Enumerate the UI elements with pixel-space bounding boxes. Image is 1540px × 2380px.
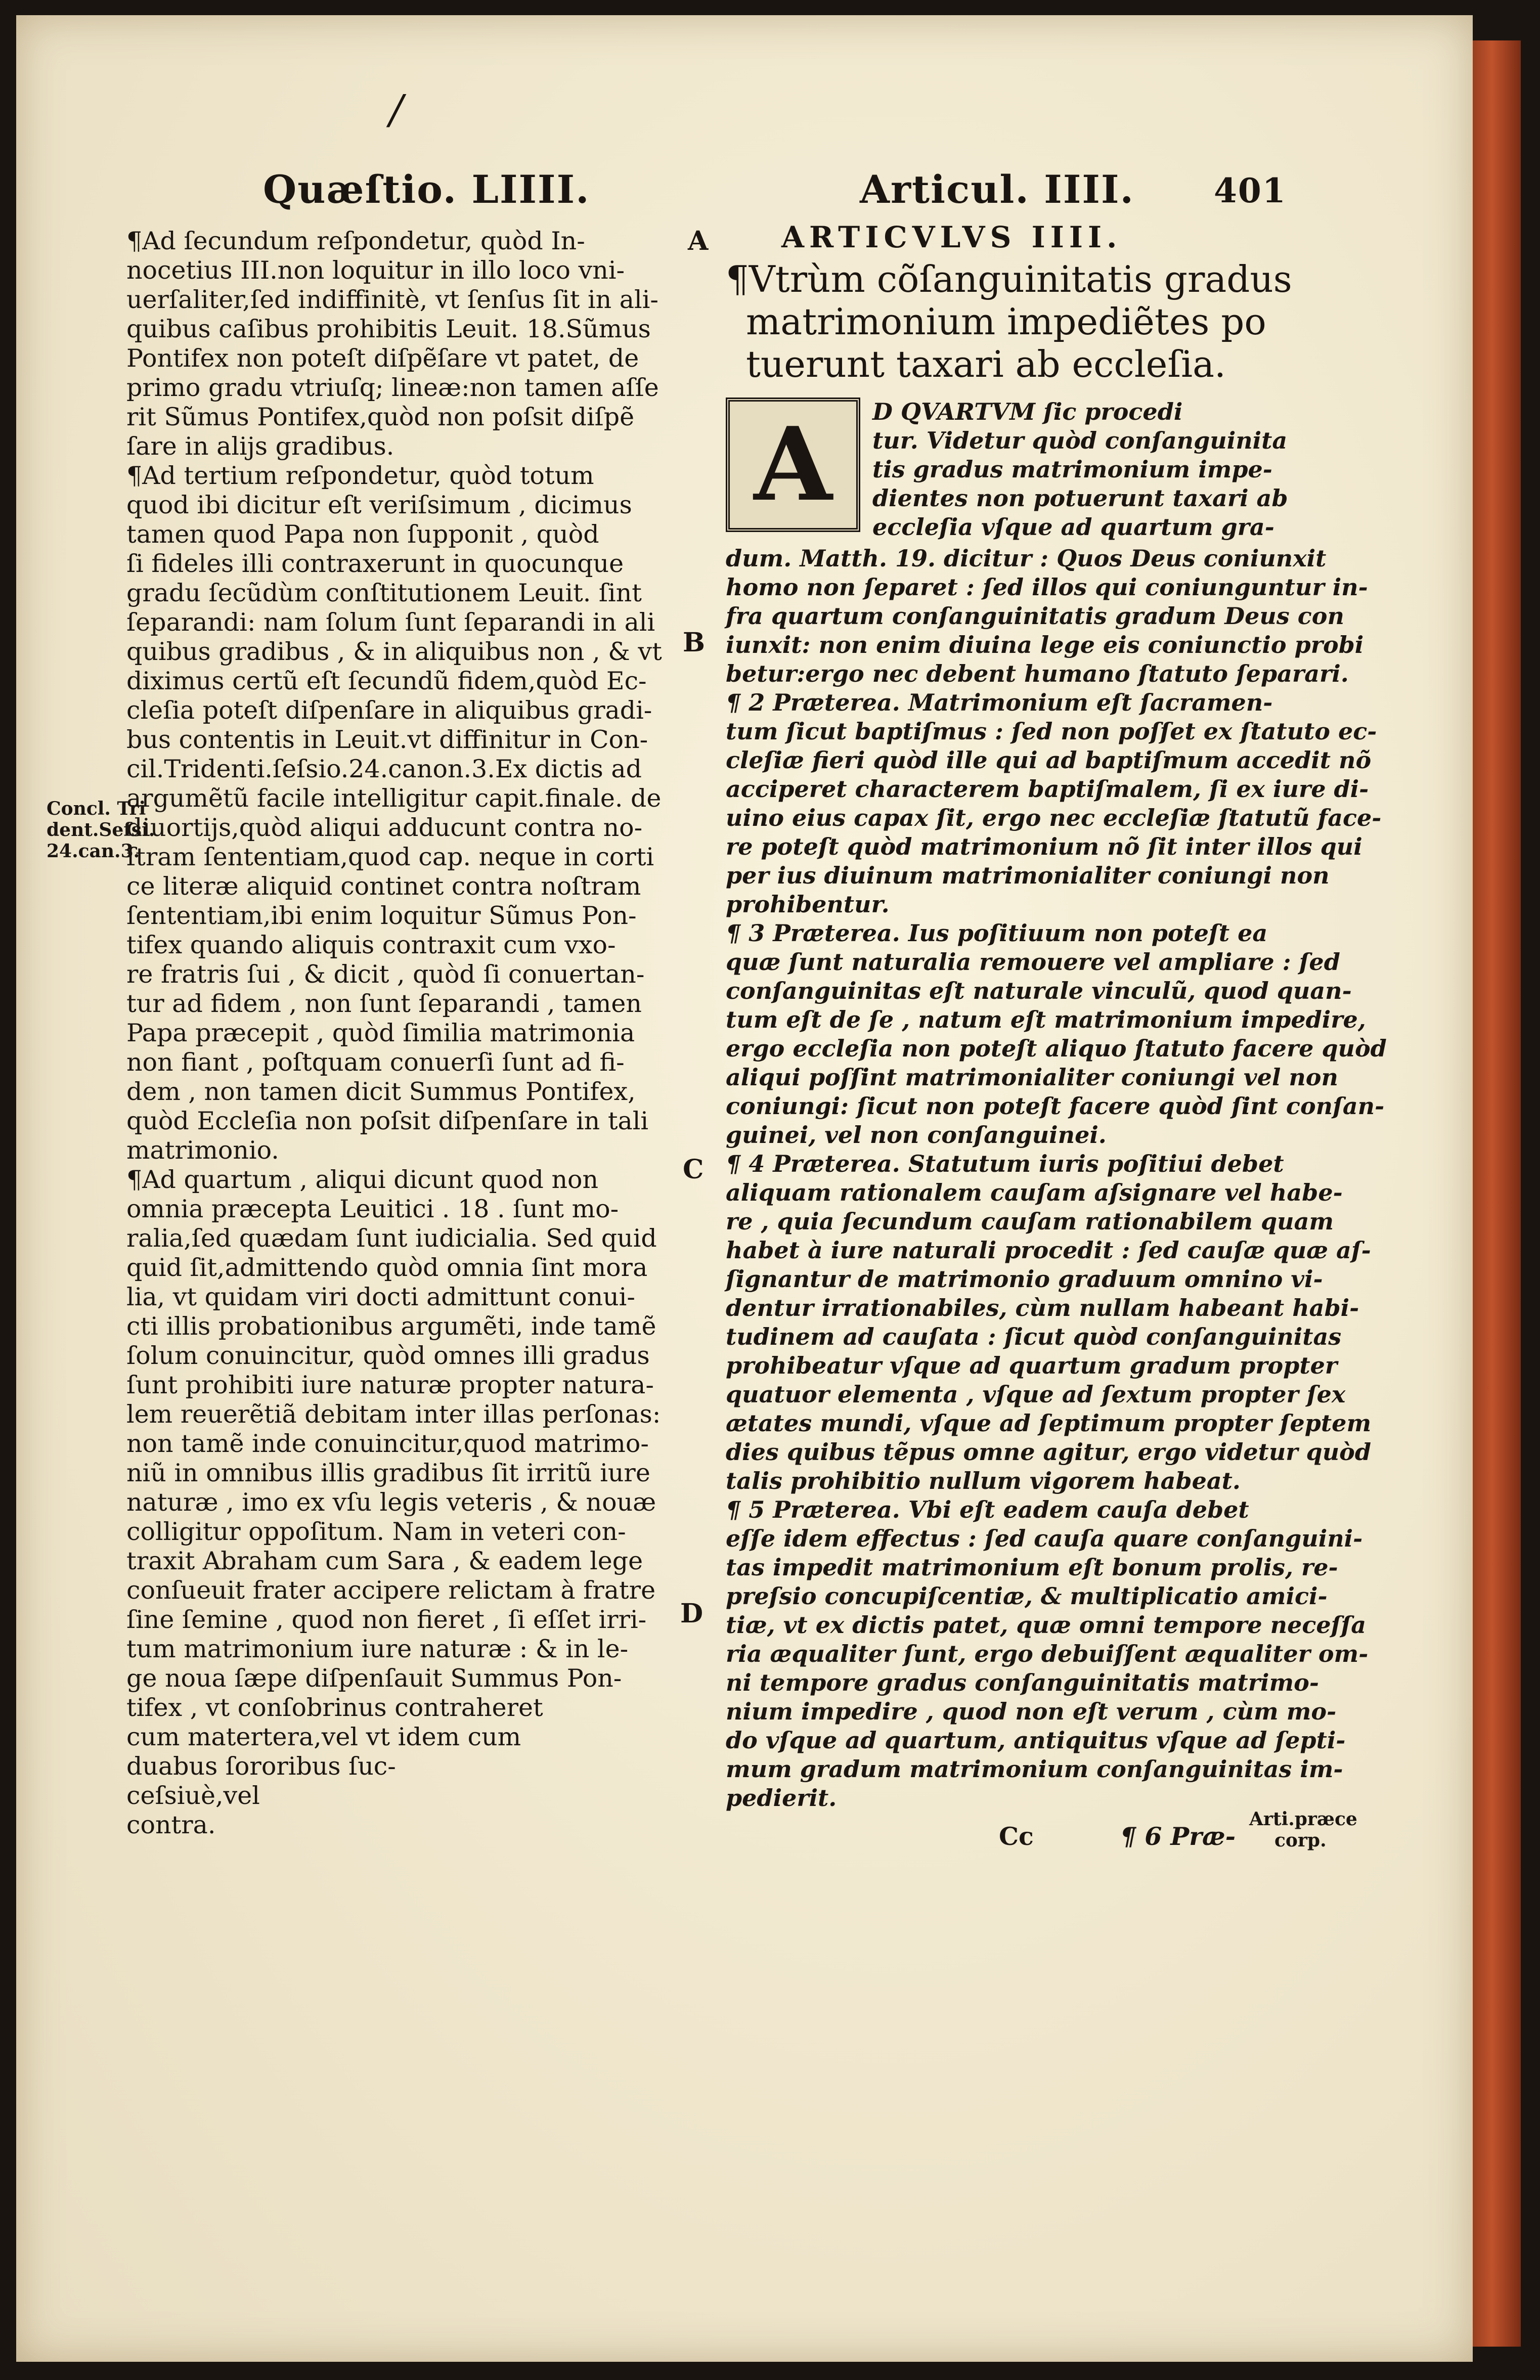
text-line: cleſia poteſt diſpenſare in aliquibus gradi- bbox=[126, 696, 652, 725]
page-number: 401 bbox=[1214, 171, 1287, 210]
text-line: Papa præcepit , quòd ſimilia matrimonia bbox=[126, 1019, 635, 1047]
text-line: aliqui poſſint matrimonialiter coniungi vel non bbox=[726, 1064, 1338, 1091]
text-line: homo non ſeparet : ſed illos qui coniunguntur in- bbox=[726, 574, 1368, 601]
text-line: ætates mundi, vſque ad ſeptimum propter ſeptem bbox=[726, 1409, 1372, 1437]
text-line: quibus caſibus prohibitis Leuit. 18.Sũmus bbox=[126, 315, 651, 343]
text-line: omnia præcepta Leuitici . 18 . ſunt mo- bbox=[126, 1195, 619, 1223]
text-line: ſare in alijs gradibus. bbox=[126, 432, 394, 461]
marker-d: D bbox=[680, 1598, 703, 1629]
text-line: cum matertera,vel vt idem cum bbox=[126, 1723, 521, 1751]
text-line: aliquam rationalem cauſam aſsignare vel habe- bbox=[726, 1179, 1343, 1206]
text-line: ſolum conuincitur, quòd omnes illi gradus bbox=[126, 1341, 650, 1370]
article-title bbox=[726, 258, 1292, 385]
text-line: tifex , vt conſobrinus contraheret bbox=[126, 1693, 543, 1722]
text-line: dies quibus tẽpus omne agitur, ergo videtur quòd bbox=[726, 1438, 1371, 1466]
text-line: diuortijs,quòd aliqui adducunt contra no- bbox=[126, 813, 643, 842]
text-line: fra quartum conſanguinitatis gradum Deus con bbox=[726, 602, 1344, 630]
text-line: traxit Abraham cum Sara , & eadem lege bbox=[126, 1547, 643, 1575]
text-line: do vſque ad quartum, antiquitus vſque ad ſepti- bbox=[726, 1727, 1346, 1754]
text-line: contra. bbox=[126, 1811, 216, 1839]
text-line: habet à iure naturali procedit : ſed cauſæ quæ aſ- bbox=[726, 1237, 1371, 1264]
text-line: nocetius III.non loquitur in illo loco vni- bbox=[126, 256, 625, 285]
text-line: tifex quando aliquis contraxit cum vxo- bbox=[126, 931, 616, 959]
margin-note-line: 24.can.3. bbox=[47, 841, 140, 862]
text-line: ſunt prohibiti iure naturæ propter natura- bbox=[126, 1371, 654, 1399]
text-line: cti illis probationibus argumẽti, inde tamẽ bbox=[126, 1312, 656, 1341]
text-line: pedierit. bbox=[726, 1784, 837, 1812]
text-line: ge noua ſæpe diſpenſauit Summus Pon- bbox=[126, 1664, 622, 1693]
text-line: re fratris ſui , & dicit , quòd ſi conuertan- bbox=[126, 960, 645, 989]
text-line: tiæ, vt ex dictis patet, quæ omni tempore neceſſa bbox=[726, 1611, 1367, 1639]
text-line: iunxit: non enim diuina lege eis coniunctio probi bbox=[726, 631, 1364, 658]
text-line: acciperet characterem baptiſmalem, ſi ex iure di- bbox=[726, 775, 1369, 803]
text-line: quòd Eccleſia non poſsit diſpenſare in tali bbox=[126, 1107, 649, 1135]
text-line: eccleſia vſque ad quartum gra- bbox=[872, 513, 1274, 541]
text-line: tum eſt de ſe , natum eſt matrimonium impedire, bbox=[726, 1006, 1366, 1033]
text-line: quid ſit,admittendo quòd omnia ſint mora bbox=[126, 1253, 648, 1282]
margin-note-right bbox=[1249, 1809, 1357, 1851]
decorated-initial bbox=[726, 398, 860, 532]
text-line: tum matrimonium iure naturæ : & in le- bbox=[126, 1635, 629, 1663]
text-line: tamen quod Papa non ſupponit , quòd bbox=[126, 520, 599, 549]
text-line: colligitur oppoſitum. Nam in veteri con- bbox=[126, 1517, 626, 1546]
text-line: ¶ 2 Præterea. Matrimonium eſt ſacramen- bbox=[726, 689, 1273, 716]
text-line: conſueuit frater accipere relictam à fratre bbox=[126, 1576, 656, 1605]
text-line: preſsio concupiſcentiæ, & multiplicatio amici- bbox=[726, 1582, 1328, 1610]
title-line: ¶Vtrùm cõſanguinitatis gradus bbox=[726, 258, 1292, 300]
margin-note-line: corp. bbox=[1274, 1830, 1327, 1851]
initial-letter: A bbox=[754, 405, 832, 524]
text-line: prohibentur. bbox=[726, 891, 890, 918]
text-line: talis prohibitio nullum vigorem habeat. bbox=[726, 1467, 1241, 1494]
text-line: nium impedire , quod non eſt verum , cùm mo- bbox=[726, 1698, 1337, 1725]
margin-note-line: Concl. Tri bbox=[47, 798, 146, 819]
margin-note-line: dent.Seſsi. bbox=[47, 819, 155, 841]
text-line: ſeparandi: nam ſolum ſunt ſeparandi in ali bbox=[126, 608, 655, 637]
text-line: tas impedit matrimonium eſt bonum prolis, re- bbox=[726, 1554, 1338, 1581]
text-line: guinei, vel non conſanguinei. bbox=[726, 1121, 1107, 1149]
text-line: ¶Ad ſecundum reſpondetur, quòd In- bbox=[126, 227, 585, 255]
text-line: dentur irrationabiles, cùm nullam habeant habi- bbox=[726, 1294, 1359, 1321]
running-head-left: Quæſtio. LIIII. bbox=[263, 167, 590, 212]
text-line: naturæ , imo ex vſu legis veteris , & nouæ bbox=[126, 1488, 656, 1517]
title-line: matrimonium impediẽtes po bbox=[746, 300, 1266, 343]
text-line: rit Sũmus Pontifex,quòd non poſsit diſpẽ bbox=[126, 403, 635, 431]
text-line: ralia,ſed quædam ſunt iudicialia. Sed quid bbox=[126, 1224, 657, 1253]
text-line: cil.Tridenti.ſeſsio.24.canon.3.Ex dictis ad bbox=[126, 755, 642, 783]
text-line: eſſe idem effectus : ſed cauſa quare conſanguini- bbox=[726, 1525, 1363, 1552]
text-line: diximus certũ eſt ſecundũ fidem,quòd Ec- bbox=[126, 667, 647, 695]
text-line: ¶Ad quartum , aliqui dicunt quod non bbox=[126, 1165, 599, 1194]
signature-mark: Cc bbox=[999, 1822, 1034, 1851]
text-line: re , quia ſecundum cauſam rationabilem quam bbox=[726, 1208, 1334, 1235]
text-line: matrimonio. bbox=[126, 1136, 279, 1165]
marker-c: C bbox=[683, 1154, 704, 1185]
pen-mark: / bbox=[389, 86, 403, 133]
text-line: non tamẽ inde conuincitur,quod matrimo- bbox=[126, 1429, 649, 1458]
text-line: ſine ſemine , quod non fieret , ſi eſſet irri- bbox=[126, 1605, 647, 1634]
text-line: ſi fideles illi contraxerunt in quocunque bbox=[126, 549, 624, 578]
text-line: tur ad fidem , non ſunt ſeparandi , tamen bbox=[126, 989, 642, 1018]
text-line: dientes non potuerunt taxari ab bbox=[872, 484, 1288, 512]
text-line: betur:ergo nec debent humano ſtatuto ſeparari. bbox=[726, 660, 1349, 687]
marker-a: A bbox=[688, 226, 709, 256]
text-line: quibus gradibus , & in aliquibus non , & vt bbox=[126, 637, 662, 666]
text-line: ce literæ aliquid continet contra noſtram bbox=[126, 872, 641, 901]
objections-text bbox=[726, 688, 1387, 1813]
text-line: ceſsiuè,vel bbox=[126, 1781, 260, 1810]
running-head-right: Articul. IIII. bbox=[860, 167, 1134, 212]
text-line: ¶ 4 Præterea. Statutum iuris poſitiui debet bbox=[726, 1150, 1284, 1177]
text-line: ¶Ad tertium reſpondetur, quòd totum bbox=[126, 461, 594, 490]
text-line: gradu ſecũdùm conſtitutionem Leuit. ſint bbox=[126, 579, 642, 607]
text-line: re poteſt quòd matrimonium nõ ſit inter illos qui bbox=[726, 833, 1362, 860]
text-line: prohibeatur vſque ad quartum gradum propter bbox=[726, 1352, 1338, 1379]
intro-text bbox=[872, 398, 1288, 542]
intro-text-continued bbox=[726, 544, 1368, 688]
text-line: Pontifex non poteſt diſpẽſare vt patet, de bbox=[126, 344, 639, 373]
text-line: duabus ſororibus ſuc- bbox=[126, 1752, 396, 1781]
text-line: ni tempore gradus conſanguinitatis matrimo- bbox=[726, 1669, 1319, 1696]
text-line: ria æqualiter ſunt, ergo debuiſſent æqualiter om- bbox=[726, 1640, 1369, 1667]
text-line: coniungi: ſicut non poteſt facere quòd ſint conſan- bbox=[726, 1092, 1385, 1120]
text-line: quæ ſunt naturalia remouere vel ampliare : ſed bbox=[726, 948, 1340, 976]
text-line: primo gradu vtriuſq; lineæ:non tamen aſſe bbox=[126, 373, 659, 402]
text-line: non fiant , poſtquam conuerſi ſunt ad fi- bbox=[126, 1048, 625, 1077]
text-line: dum. Matth. 19. dicitur : Quos Deus coniunxit bbox=[726, 545, 1327, 572]
text-line: quod ibi dicitur eſt veriſsimum , dicimus bbox=[126, 491, 632, 519]
article-heading: ARTICVLVS IIII. bbox=[781, 220, 1122, 254]
text-line: cleſiæ fieri quòd ille qui ad baptiſmum accedit nõ bbox=[726, 746, 1372, 774]
margin-note-line: Arti.præce bbox=[1249, 1809, 1357, 1830]
text-line: mum gradum matrimonium conſanguinitas im- bbox=[726, 1755, 1343, 1783]
text-line: tur. Videtur quòd conſanguinita bbox=[872, 427, 1288, 454]
text-line: ergo eccleſia non poteſt aliquo ſtatuto facere quòd bbox=[726, 1035, 1387, 1062]
text-line: tum ſicut baptiſmus : ſed non poſſet ex ſtatuto ec- bbox=[726, 718, 1377, 745]
title-line: tuerunt taxari ab eccleſia. bbox=[746, 343, 1226, 385]
text-line: uino eius capax ſit, ergo nec eccleſiæ ſtatutũ face- bbox=[726, 804, 1382, 831]
text-line: argumẽtũ facile intelligitur capit.finale. de bbox=[126, 784, 662, 813]
text-line: quatuor elementa , vſque ad ſextum propter ſex bbox=[726, 1381, 1346, 1408]
left-column bbox=[126, 227, 678, 1840]
signature-line bbox=[726, 1822, 1252, 1852]
text-line: D QVARTVM ſic procedi bbox=[872, 398, 1183, 425]
text-line: lem reuerẽtiã debitam inter illas perſonas: bbox=[126, 1400, 661, 1429]
text-line: tudinem ad cauſata : ſicut quòd conſanguinitas bbox=[726, 1323, 1342, 1350]
intro-block bbox=[726, 398, 1288, 544]
text-line: tis gradus matrimonium impe- bbox=[872, 456, 1272, 483]
text-line: niũ in omnibus illis gradibus ſit irritũ iure bbox=[126, 1459, 650, 1487]
text-line: dem , non tamen dicit Summus Pontifex, bbox=[126, 1077, 636, 1106]
text-line: uerſaliter,ſed indiffinitè, vt ſenſus ſit in ali- bbox=[126, 285, 658, 314]
text-line: ¶ 3 Præterea. Ius poſitiuum non poteſt ea bbox=[726, 919, 1268, 947]
marker-b: B bbox=[683, 627, 705, 658]
text-line: ſignantur de matrimonio graduum omnino vi- bbox=[726, 1265, 1323, 1293]
catchword: ¶ 6 Præ- bbox=[1120, 1822, 1236, 1851]
text-line: per ius diuinum matrimonialiter coniungi non bbox=[726, 862, 1330, 889]
text-line: ſententiam,ibi enim loquitur Sũmus Pon- bbox=[126, 901, 637, 930]
text-line: ¶ 5 Præterea. Vbi eſt eadem cauſa debet bbox=[726, 1496, 1249, 1523]
text-line: ſtram ſententiam,quod cap. neque in corti bbox=[126, 843, 654, 871]
text-line: lia, vt quidam viri docti admittunt conui- bbox=[126, 1283, 635, 1311]
text-line: bus contentis in Leuit.vt diffinitur in Con- bbox=[126, 725, 648, 754]
text-line: conſanguinitas eſt naturale vinculũ, quod quan- bbox=[726, 977, 1352, 1004]
page-edge bbox=[1473, 40, 1521, 2347]
margin-note-left bbox=[47, 798, 155, 862]
